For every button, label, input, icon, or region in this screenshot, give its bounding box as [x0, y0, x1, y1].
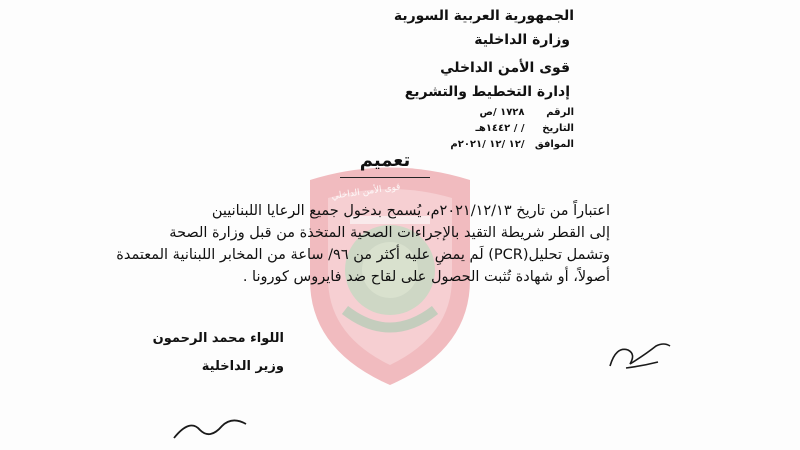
gregorian-date-value: /١٢ /١٢ /٢٠٢١م	[450, 139, 525, 150]
hijri-date-label: التاريخ	[542, 123, 574, 134]
signatory-position: وزير الداخلية	[201, 359, 284, 374]
ministry-name: وزارة الداخلية	[474, 32, 570, 48]
document-title: تعميم	[359, 150, 411, 171]
department-name: إدارة التخطيط والتشريع	[404, 84, 570, 100]
reference-number-row	[414, 105, 574, 121]
signature-block	[124, 325, 284, 381]
body-line: أصولاً، أو شهادة تُثبت الحصول على لقاح ضد فايروس كورونا .	[242, 269, 610, 285]
handwritten-signature-icon	[170, 410, 250, 450]
reference-number-value: ١٧٢٨ /ص	[479, 107, 525, 118]
republic-name: الجمهورية العربية السورية	[393, 8, 574, 24]
hijri-date-row	[414, 121, 574, 137]
document-meta	[414, 105, 574, 153]
body-line: إلى القطر شريطة التقيد بالإجراءات الصحية المتخذة من قبل وزارة الصحة	[169, 225, 610, 241]
forces-name: قوى الأمن الداخلي	[440, 60, 570, 76]
handwritten-signature-icon	[606, 336, 674, 376]
signatory-name: اللواء محمد الرحمون	[152, 331, 284, 346]
reference-number-label: الرقم	[546, 107, 574, 118]
letterhead	[314, 4, 574, 104]
body-line: اعتباراً من تاريخ ٢٠٢١/١٢/١٣م، يُسمح بدخول جميع الرعايا اللبنانيين	[211, 203, 610, 219]
circular-body	[90, 200, 610, 288]
gregorian-date-label: الموافق	[534, 139, 574, 150]
title-underline	[340, 177, 430, 178]
body-line: وتشمل تحليل(PCR) لَم يمضِ عليه أكثر من ٩٦/ ساعة من المخابر اللبنانية المعتمدة	[116, 247, 610, 263]
watermark-text: قوى الأمن الداخلي	[330, 182, 402, 202]
hijri-date-value: / / ١٤٤٢هـ	[475, 123, 525, 134]
